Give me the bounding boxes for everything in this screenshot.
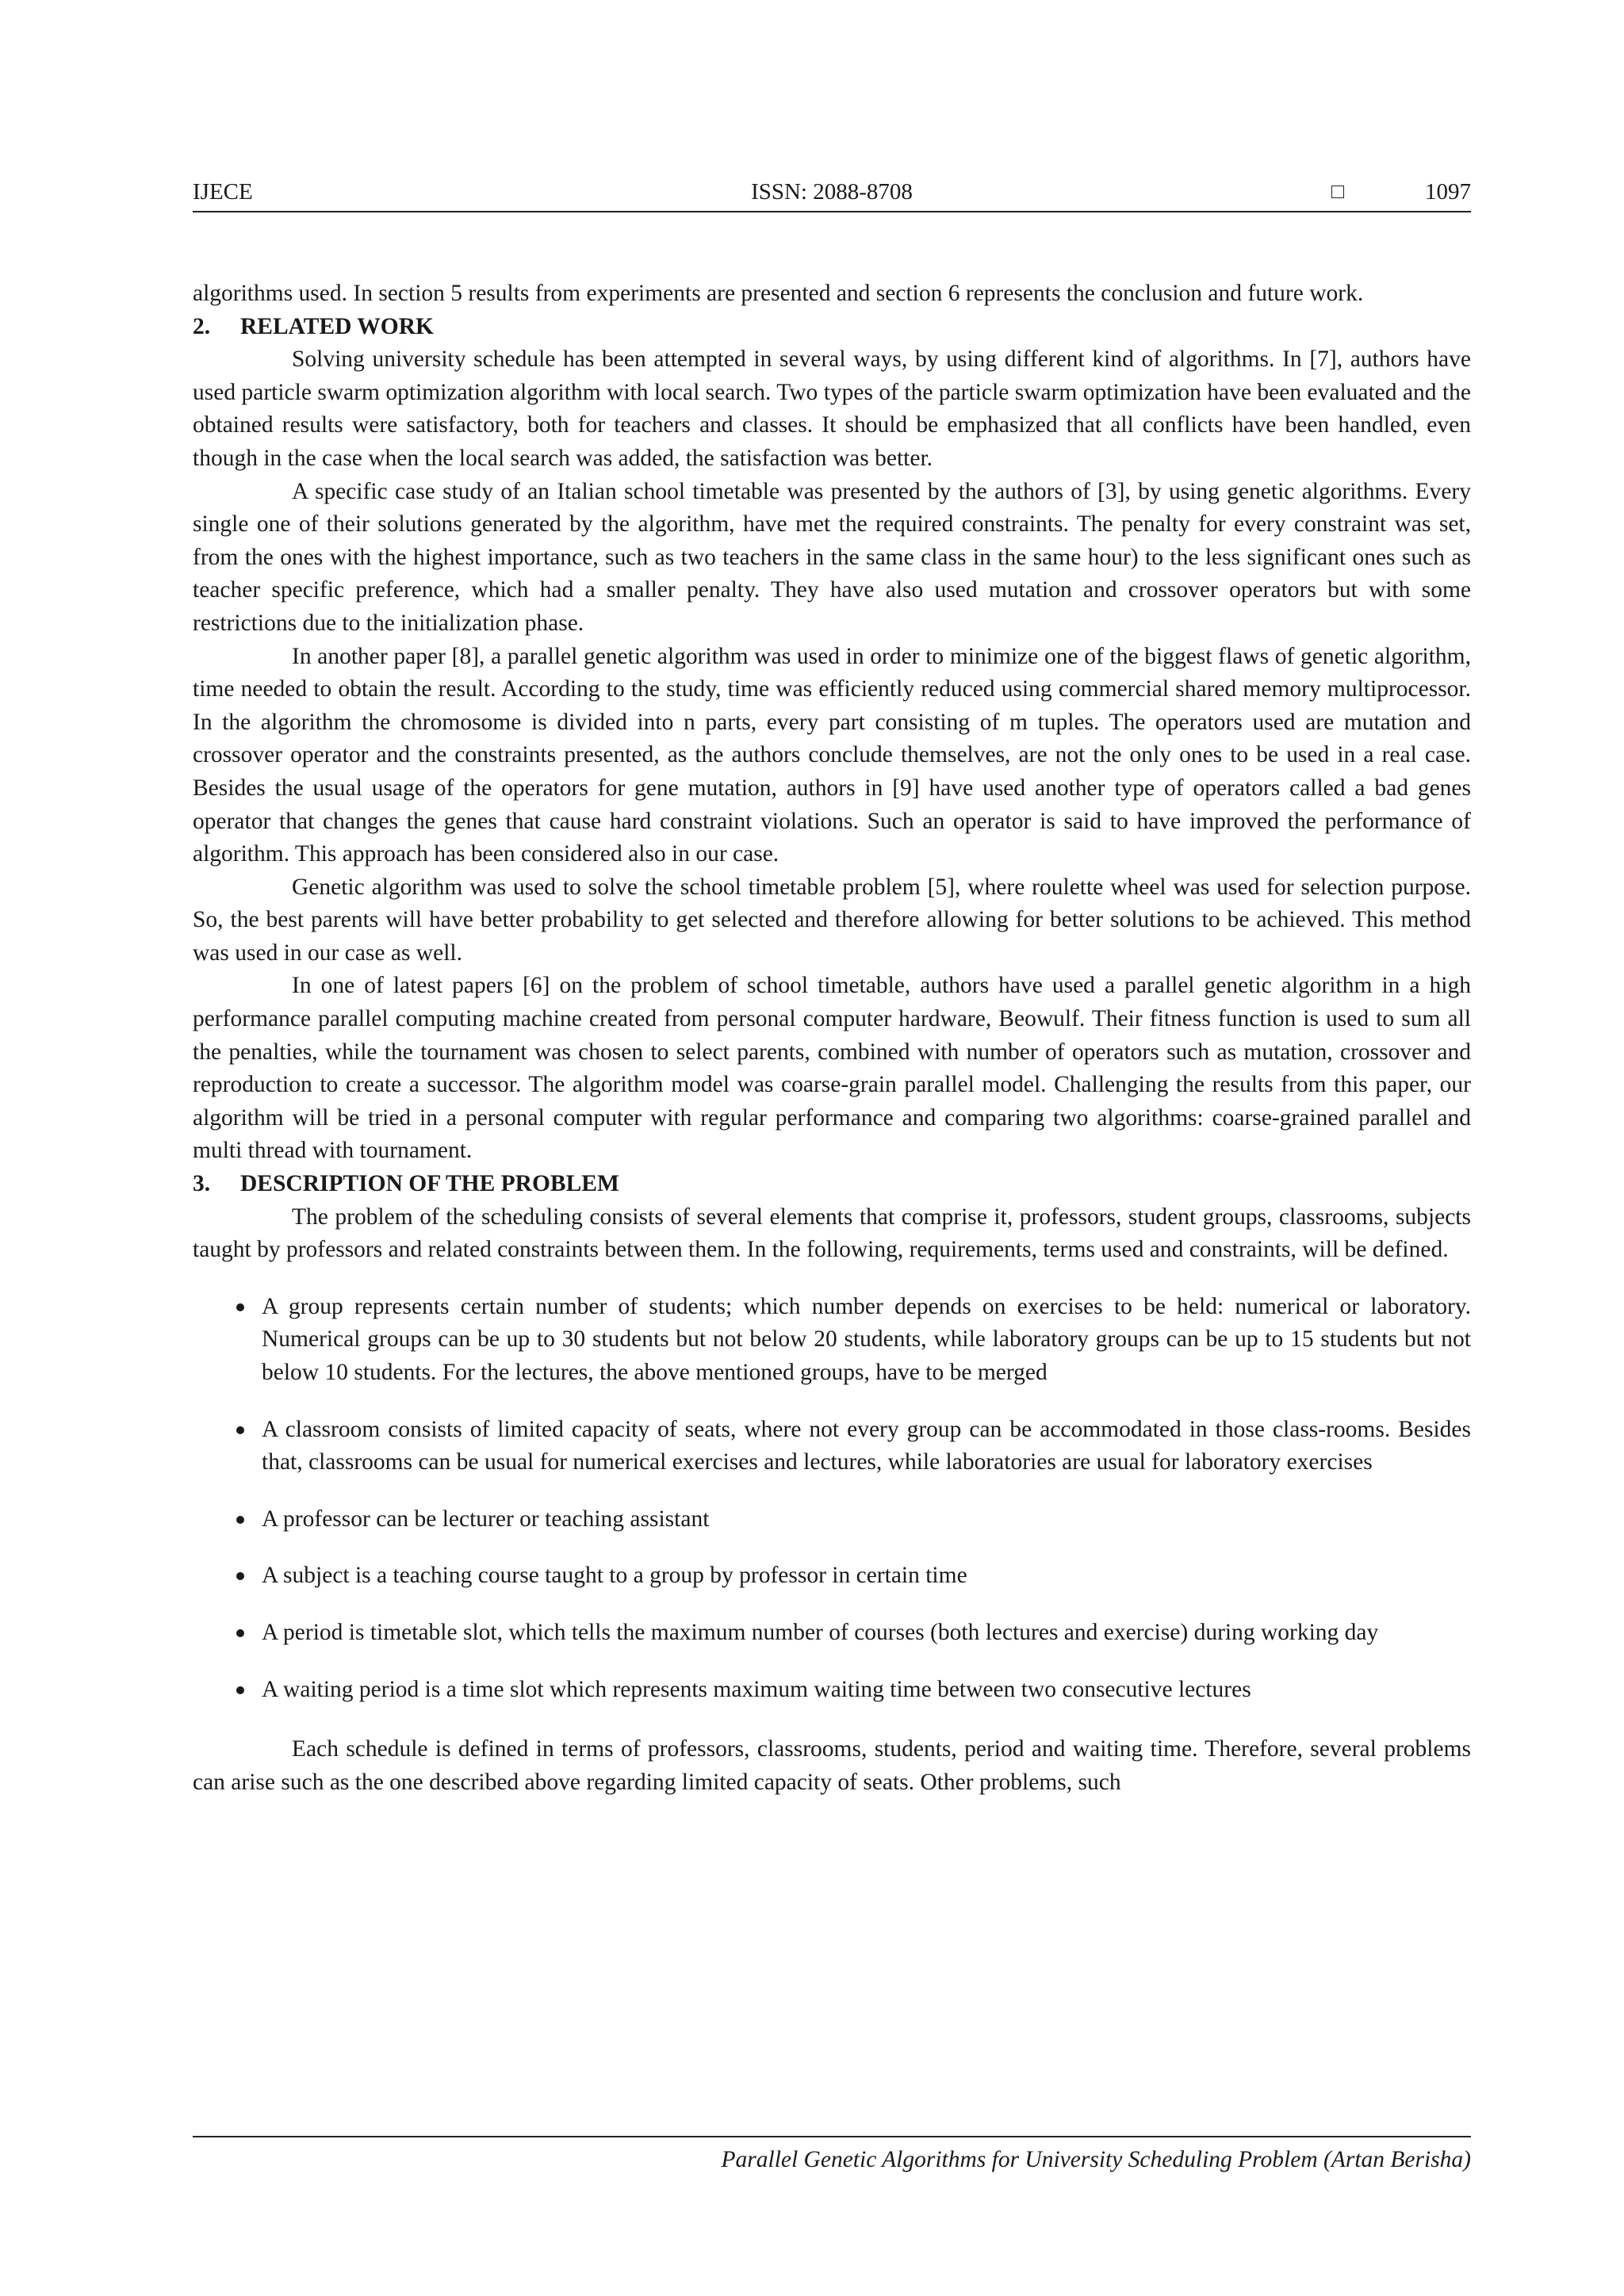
footer-rule [193,2136,1471,2137]
list-item-text: A subject is a teaching course taught to a group by professor in certain time [262,1563,967,1589]
body-text [193,277,1471,1799]
list-item [193,1503,1471,1536]
section-2-number: 2. [193,313,211,339]
issn: ISSN: 2088-8708 [751,179,913,205]
section-3-title: DESCRIPTION OF THE PROBLEM [240,1171,619,1197]
list-item-text: A waiting period is a time slot which represents maximum waiting time between two consecutive lectures [262,1676,1251,1702]
list-item-text: A professor can be lecturer or teaching assistant [262,1506,710,1532]
section-3-heading [193,1168,1471,1201]
bullet-icon [236,1686,244,1694]
list-item-text: A group represents certain number of students; which number depends on exercises to be held: numerical or laboratory. Numerical groups can be up to 30 students but not below 20 students, while laboratory groups can be up to 15 students but not below 10 students. For the lectures, the above mentioned groups, have to be merged [262,1293,1471,1385]
section-3-intro: The problem of the scheduling consists of several elements that comprise it, professors, student groups, classrooms, subjects taught by professors and related constraints between them. In the following, requirements, terms used and constraints, will be defined. [193,1203,1471,1263]
bullet-icon [236,1426,244,1434]
section-2-title: RELATED WORK [240,313,434,339]
page-number: 1097 [1425,179,1471,205]
bullet-icon [236,1303,244,1311]
list-item [193,1674,1471,1707]
section-2-paragraph: Solving university schedule has been attempted in several ways, by using different kind of algorithms. In [7], authors have used particle swarm optimization algorithm with local search. Two types of the particle swarm optimization have been evaluated and the obtained results were satisfactory, both for teachers and classes. It should be emphasized that all conflicts have been handled, even though in the case when the local search was added, the satisfaction was better. [193,346,1471,471]
section-2-paragraph: Genetic algorithm was used to solve the school timetable problem [5], where roulette wheel was used for selection purpose. So, the best parents will have better probability to get selected and therefore allowing for better solutions to be achieved. This method was used in our case as well. [193,874,1471,966]
section-2-paragraph: In another paper [8], a parallel genetic algorithm was used in order to minimize one of the biggest flaws of genetic algorithm, time needed to obtain the result. According to the study, time was efficiently reduced using commercial shared memory multiprocessor. In the algorithm the chromosome is divided into n parts, every part consisting of m tuples. The operators used are mutation and crossover operator and the constraints presented, as the authors conclude themselves, are not the only ones to be used in a real case. Besides the usual usage of the operators for gene mutation, authors in [9] have used another type of operators called a bad genes operator that changes the genes that cause hard constraint violations. Such an operator is said to have improved the performance of algorithm. This approach has been considered also in our case. [193,643,1471,867]
intro-paragraph: algorithms used. In section 5 results from experiments are presented and section 6 represents the conclusion and future work. [193,281,1364,306]
running-footer: Parallel Genetic Algorithms for University Scheduling Problem (Artan Berisha) [721,2147,1471,2172]
section-3-closing: Each schedule is defined in terms of professors, classrooms, students, period and waiting time. Therefore, several problems can arise such as the one described above regarding limited capacity of seats. Other problems, such [193,1736,1471,1795]
list-item [193,1291,1471,1390]
bullet-icon [236,1572,244,1580]
square-icon [1331,186,1344,198]
journal-name: IJECE [193,179,253,205]
list-item [193,1617,1471,1650]
paper-page [193,0,1471,2296]
running-header [193,176,1471,212]
section-2-paragraph: In one of latest papers [6] on the problem of school timetable, authors have used a parallel genetic algorithm in a high performance parallel computing machine created from personal computer hardware, Beowulf. Their fitness function is used to sum all the penalties, while the tournament was chosen to select parents, combined with number of operators such as mutation, crossover and reproduction to create a successor. The algorithm model was coarse-grain parallel model. Challenging the results from this paper, our algorithm will be tried in a personal computer with regular performance and comparing two algorithms: coarse-grained parallel and multi thread with tournament. [193,973,1471,1164]
section-3-number: 3. [193,1171,211,1197]
definition-list [193,1291,1471,1706]
list-item [193,1559,1471,1593]
section-2-paragraph: A specific case study of an Italian school timetable was presented by the authors of [3], by using genetic algorithms. Every single one of their solutions generated by the algorithm, have met the required constraints. The penalty for every constraint was set, from the ones with the highest importance, such as two teachers in the same class in the same hour) to the less significant ones such as teacher specific preference, which had a smaller penalty. They have also used mutation and crossover operators but with some restrictions due to the initialization phase. [193,478,1471,636]
list-item [193,1414,1471,1479]
bullet-icon [236,1516,244,1524]
list-item-text: A classroom consists of limited capacity of seats, where not every group can be accommodated in those class-rooms. Besides that, classrooms can be usual for numerical exercises and lectures, while laboratories are usual for laboratory exercises [262,1416,1471,1475]
list-item-text: A period is timetable slot, which tells the maximum number of courses (both lectures and exercise) during working day [262,1619,1379,1645]
section-2-heading [193,311,1471,344]
bullet-icon [236,1629,244,1637]
